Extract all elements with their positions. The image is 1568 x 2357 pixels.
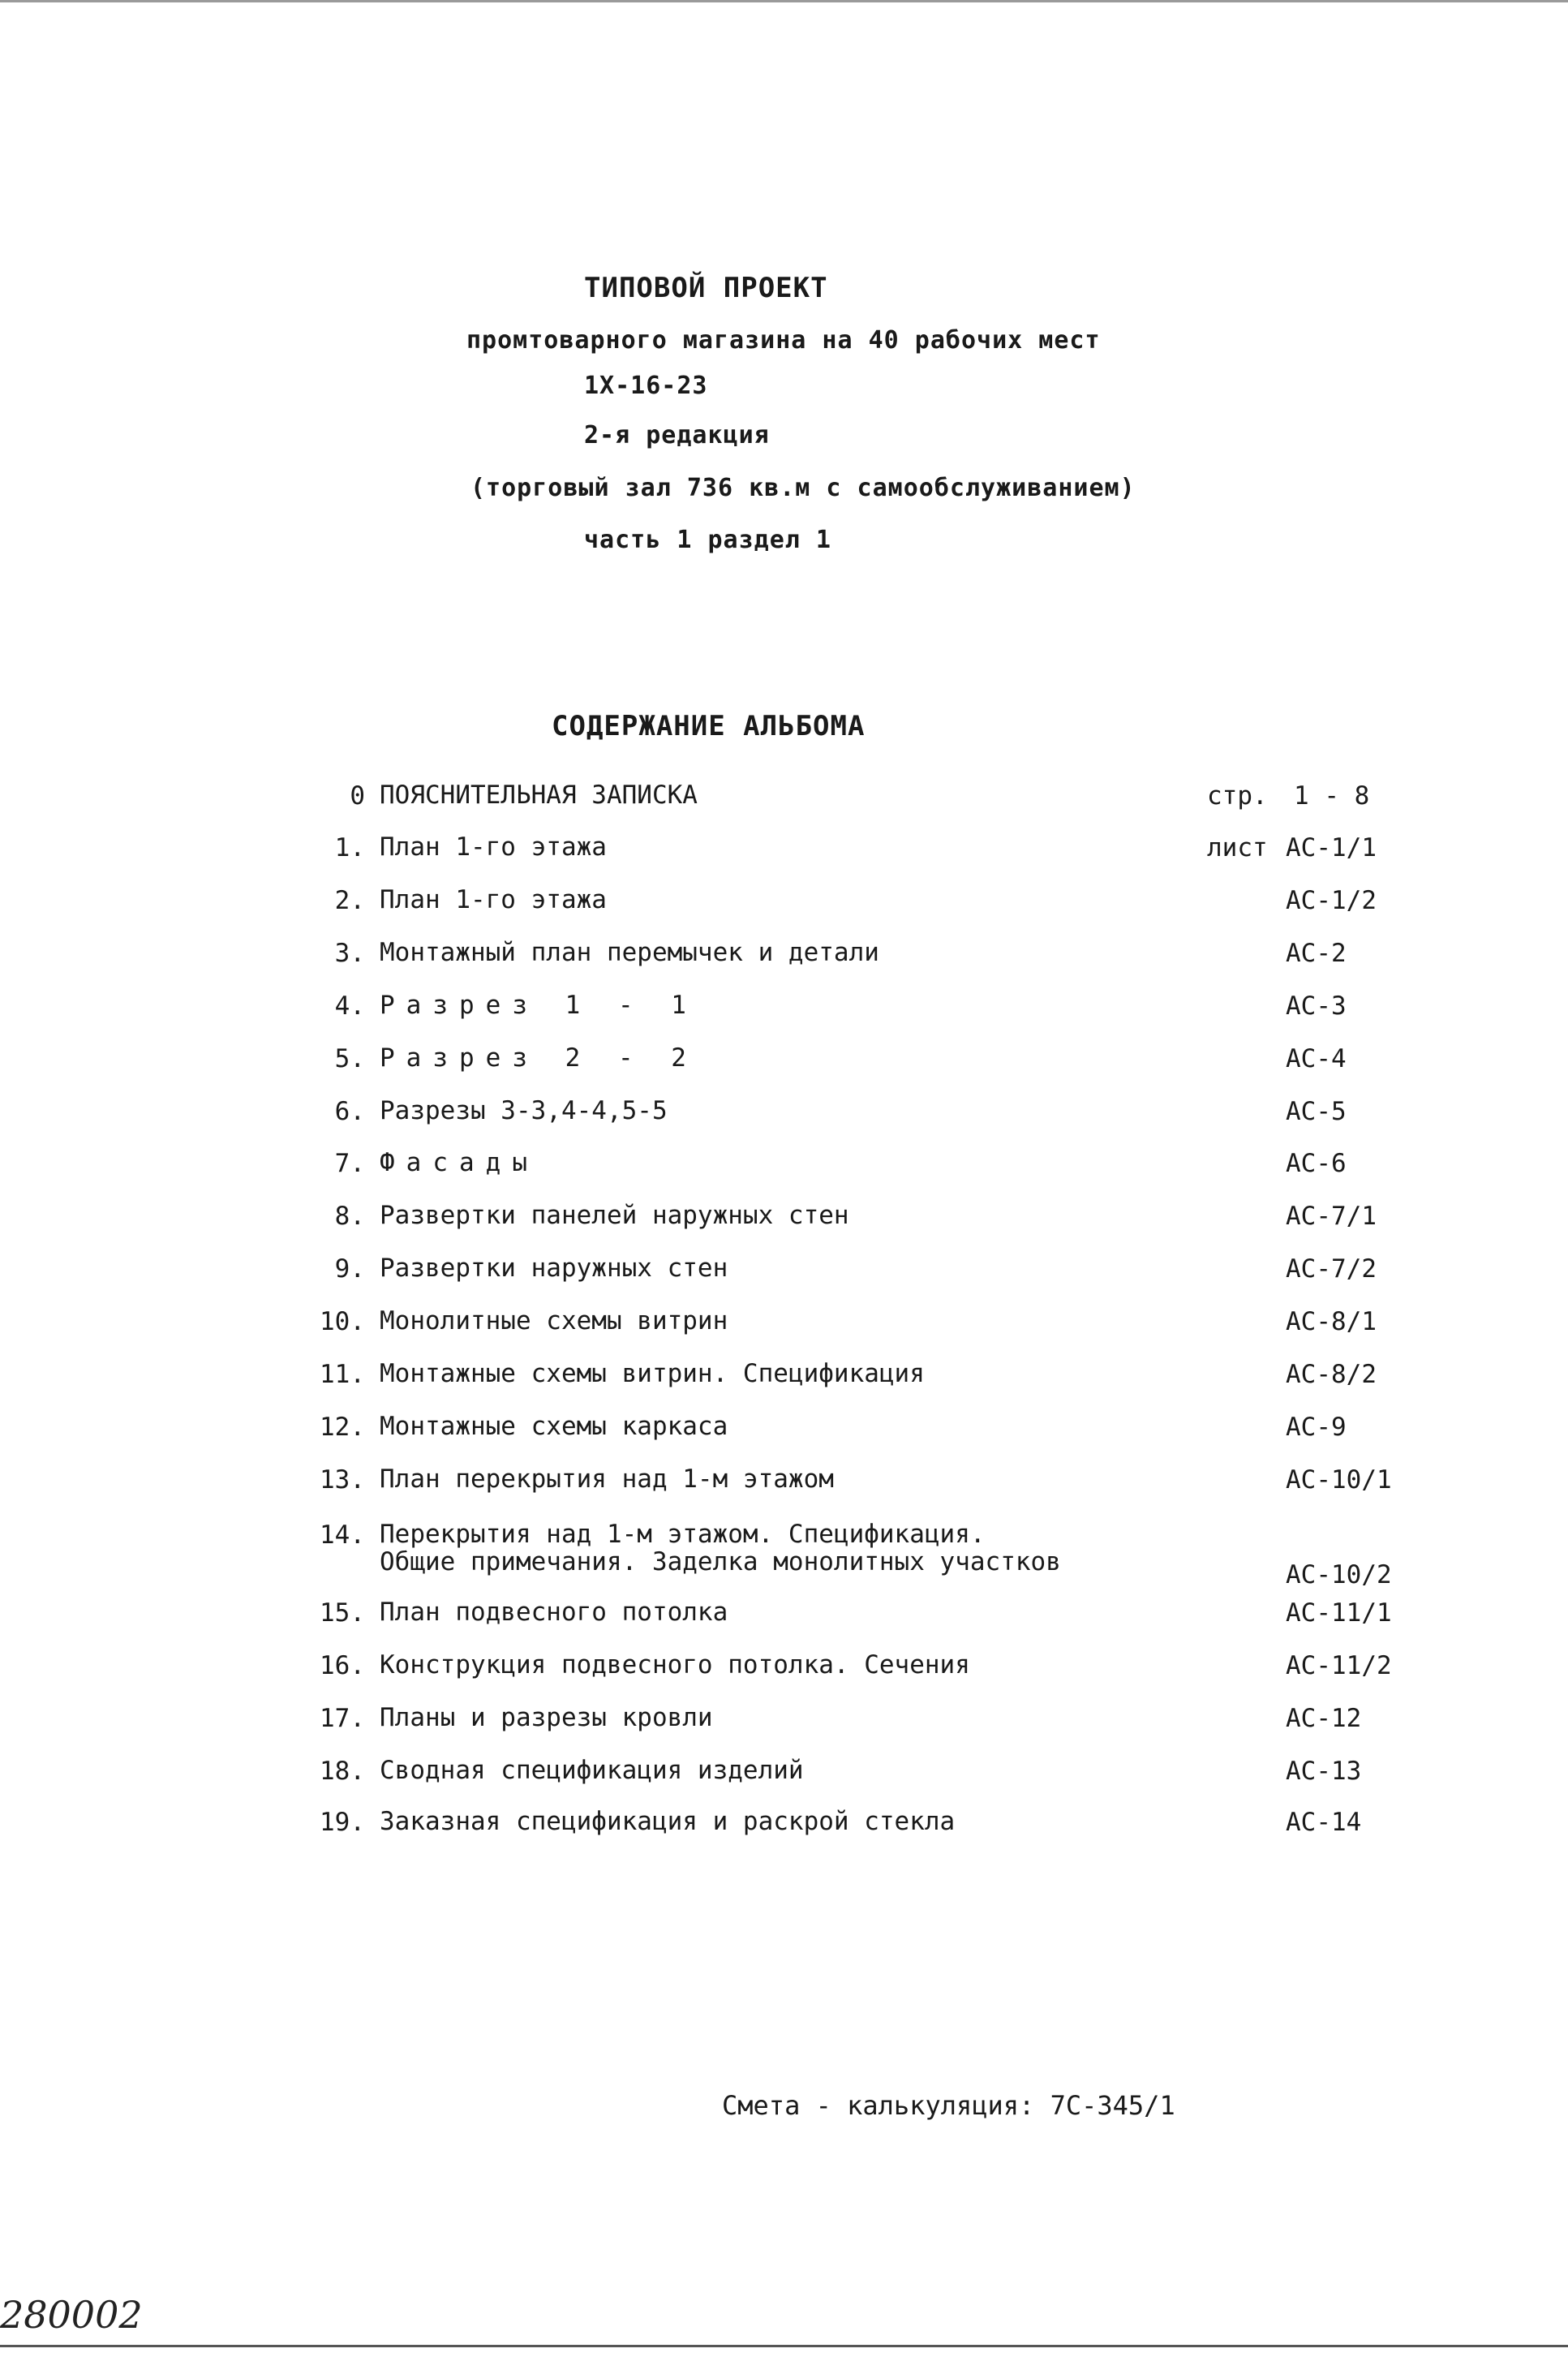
part-section-label: часть 1 раздел 1 [584, 526, 831, 554]
toc-title: Сводная спецификация изделий [380, 1756, 804, 1785]
toc-sheet-ref: АС-14 [1286, 1808, 1362, 1837]
toc-title: Монтажные схемы витрин. Спецификация [380, 1359, 925, 1388]
toc-sheet-ref: АС-1/2 [1286, 886, 1377, 915]
toc-number: 1. [334, 833, 365, 862]
toc-number: 5. [334, 1044, 365, 1073]
toc-sheet-ref: АС-3 [1286, 991, 1347, 1021]
toc-number: 4. [334, 991, 365, 1021]
toc-number: 16. [320, 1651, 365, 1680]
toc-title: План подвесного потолка [380, 1598, 728, 1627]
toc-sheet-ref: АС-10/2 [1286, 1560, 1392, 1589]
toc-sheet-ref: АС-4 [1286, 1044, 1347, 1073]
doc-title: ТИПОВОЙ ПРОЕКТ [584, 272, 828, 304]
toc-ref-prefix: стр. [1207, 781, 1268, 811]
toc-sheet-ref: АС-7/1 [1286, 1202, 1377, 1231]
toc-sheet-ref: АС-7/2 [1286, 1254, 1377, 1284]
toc-sheet-ref: 1 - 8 [1294, 781, 1370, 811]
toc-sheet-ref: АС-12 [1286, 1704, 1362, 1733]
toc-title: Разрез 1 - 1 [380, 991, 698, 1020]
toc-title: Монолитные схемы витрин [380, 1306, 728, 1335]
inventory-stamp: 280002 [0, 2293, 143, 2337]
toc-number: 17. [320, 1704, 365, 1733]
toc-title: Разрезы 3-3,4-4,5-5 [380, 1096, 668, 1125]
toc-number: 7. [334, 1149, 365, 1178]
toc-title: Заказная спецификация и раскрой стекла [380, 1807, 956, 1836]
toc-sheet-ref: АС-6 [1286, 1149, 1347, 1178]
toc-title: План 1-го этажа [380, 885, 607, 914]
toc-sheet-ref: АС-5 [1286, 1097, 1347, 1126]
toc-title: Перекрытия над 1-м этажом. Спецификация. Общие примечания. Заделка монолитных участков [380, 1520, 1061, 1576]
edition-label: 2-я редакция [584, 421, 770, 449]
toc-title: План перекрытия над 1-м этажом [380, 1465, 834, 1494]
toc-number: 0 [350, 781, 365, 811]
toc-title: Монтажные схемы каркаса [380, 1412, 728, 1441]
toc-sheet-ref: АС-1/1 [1286, 833, 1377, 862]
toc-number: 12. [320, 1413, 365, 1442]
toc-number: 8. [334, 1202, 365, 1231]
toc-number: 6. [334, 1097, 365, 1126]
toc-title: ПОЯСНИТЕЛЬНАЯ ЗАПИСКА [380, 781, 698, 810]
bottom-border [0, 2345, 1568, 2347]
toc-number: 2. [334, 886, 365, 915]
toc-sheet-ref: АС-10/1 [1286, 1465, 1392, 1495]
toc-title: Разрез 2 - 2 [380, 1043, 698, 1073]
toc-number: 3. [334, 939, 365, 968]
toc-sheet-ref: АС-13 [1286, 1757, 1362, 1786]
toc-title: Фасады [380, 1148, 539, 1177]
toc-number: 13. [320, 1465, 365, 1495]
estimate-reference: Смета - калькуляция: 7С-345/1 [722, 2090, 1175, 2121]
toc-number: 19. [320, 1808, 365, 1837]
toc-number: 14. [320, 1520, 365, 1550]
toc-sheet-ref: АС-11/1 [1286, 1598, 1392, 1628]
toc-number: 10. [320, 1307, 365, 1336]
toc-title: План 1-го этажа [380, 832, 607, 862]
hall-description: (торговый зал 736 кв.м с самообслуживанием) [470, 474, 1136, 502]
toc-ref-prefix: лист [1207, 833, 1268, 862]
toc-number: 15. [320, 1598, 365, 1628]
top-border [0, 0, 1568, 2]
toc-title: Развертки панелей наружных стен [380, 1201, 849, 1230]
doc-subtitle: промтоварного магазина на 40 рабочих мест [466, 326, 1101, 355]
toc-sheet-ref: АС-8/1 [1286, 1307, 1377, 1336]
toc-title: Планы и разрезы кровли [380, 1703, 713, 1732]
toc-title: Монтажный план перемычек и детали [380, 938, 879, 967]
toc-number: 11. [320, 1360, 365, 1389]
toc-number: 9. [334, 1254, 365, 1284]
contents-title: СОДЕРЖАНИЕ АЛЬБОМА [552, 710, 866, 742]
project-code: 1Х-16-23 [584, 372, 708, 400]
toc-title: Развертки наружных стен [380, 1254, 728, 1283]
toc-sheet-ref: АС-9 [1286, 1413, 1347, 1442]
toc-sheet-ref: АС-8/2 [1286, 1360, 1377, 1389]
toc-title: Конструкция подвесного потолка. Сечения [380, 1650, 970, 1680]
toc-sheet-ref: АС-11/2 [1286, 1651, 1392, 1680]
toc-sheet-ref: АС-2 [1286, 939, 1347, 968]
toc-number: 18. [320, 1757, 365, 1786]
